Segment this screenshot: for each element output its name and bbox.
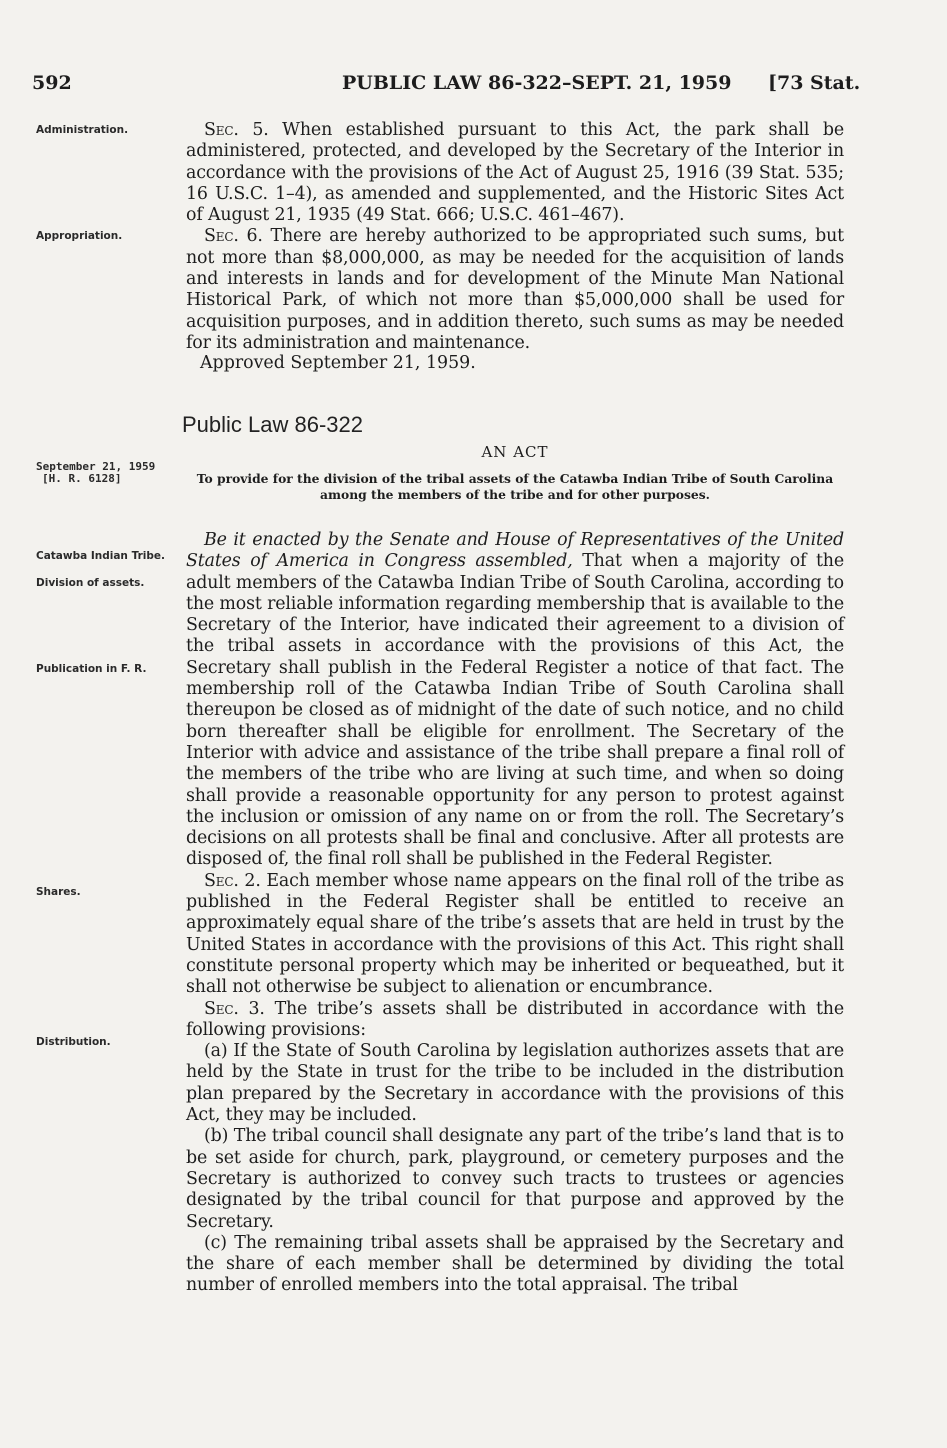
running-head: [32, 72, 912, 100]
margin-note-distribution: Distribution.: [36, 1036, 111, 1048]
section-5-label: Sec. 5.: [204, 120, 269, 140]
section-2: [186, 871, 844, 999]
section-3-c: (c) The remaining tribal assets shall be appraised by the Secretary and the share of each member shall be determined by dividing the total number of enrolled members into the total appraisal. The tribal: [186, 1232, 844, 1296]
section-5-text: When established pursuant to this Act, the park shall be administered, protected, and developed by the Secretary of the Interior in accordance with the provisions of the Act of August 25, 1916 (39 Stat. 535; 16 U.S.C. 1–4), as amended and supplemented, and the Historic Sites Act of August 21, 1935 (49 Stat. 666; U.S.C. 461–467).: [186, 120, 844, 226]
law-heading: Public Law 86-322: [182, 412, 364, 437]
section-3-a: (a) If the State of South Carolina by legislation authorizes assets that are held by the State in trust for the tribe to be included in the distribution plan prepared by the Secretary in accordance with the provisions of this Act, they may be included.: [186, 1041, 844, 1126]
running-title: PUBLIC LAW 86-322–SEPT. 21, 1959: [342, 72, 732, 94]
sections-5-6: [186, 120, 844, 354]
enacting-text: That when a majority of the adult members of the Catawba Indian Tribe of South Carolina, according to the most reliable information regarding membership that is available to the Secretary of the Interior, have indicated their agreement to a division of the tribal assets in accordance with the provisions of this Act, the Secretary shall publish in the Federal Register a notice of that fact. The membership roll of the Catawba Indian Tribe of South Carolina shall thereupon be closed as of midnight of the date of such notice, and no child born thereafter shall be eligible for enrollment. The Secretary of the Interior with advice and assistance of the tribe shall prepare a final roll of the members of the tribe who are living at such time, and when so doing shall provide a reasonable opportunity for any person to protest against the inclusion or omission of any name on or from the roll. The Secretary’s decisions on all protests shall be final and conclusive. After all protests are disposed of, the final roll shall be published in the Federal Register.: [186, 551, 844, 870]
margin-note-date: [36, 461, 176, 485]
section-3: [186, 999, 844, 1042]
section-2-text: Each member whose name appears on the final roll of the tribe as published in the Federal Register shall be entitled to receive an approximately equal share of the tribe’s assets that are held in trust by the United States in accordance with the provisions of this Act. This right shall constitute personal property which may be inherited or bequeathed, but it shall not otherwise be subject to alienation or encumbrance.: [186, 870, 844, 998]
margin-note-administration: Administration.: [36, 124, 129, 136]
enacting-clause: [186, 530, 844, 871]
section-6-label: Sec. 6.: [204, 226, 263, 247]
act-title: AN ACT: [481, 443, 549, 461]
section-3-text: The tribe’s assets shall be distributed in accordance with the following provisions:: [186, 998, 844, 1040]
margin-note-catawba: Catawba Indian Tribe.: [36, 550, 165, 562]
volume-reference: [73 Stat.: [768, 72, 861, 94]
act-purpose: To provide for the division of the tribal assets of the Catawba Indian Tribe of South Carolina among the members of the tribe and for other purposes.: [196, 471, 834, 502]
margin-note-publication: Publication in F. R.: [36, 663, 147, 675]
section-6-text: There are hereby authorized to be appropriated such sums, but not more than $8,000,000, as may be needed for the acquisition of lands and interests in lands and for development of the Minute Man National Historical Park, of which not more than $5,000,000 shall be used for acquisition purposes, and in addition thereto, such sums as may be needed for its administration and maintenance.: [186, 226, 844, 353]
section-6: [186, 226, 844, 354]
margin-note-bill-number: [H. R. 6128]: [42, 472, 122, 485]
margin-note-division: Division of assets.: [36, 577, 145, 589]
act-body: [186, 530, 844, 1297]
section-5: [186, 120, 844, 226]
margin-note-date-line: September 21, 1959: [36, 460, 156, 473]
section-3-b: (b) The tribal council shall designate any part of the tribe’s land that is to be set aside for church, park, playground, or cemetery purposes and the Secretary is authorized to convey such tracts to trustees or agencies designated by the tribal council for that purpose and approved by the Secretary.: [186, 1126, 844, 1232]
section-3-label: Sec. 3.: [204, 998, 265, 1019]
margin-note-shares: Shares.: [36, 886, 81, 898]
approval-date: Approved September 21, 1959.: [200, 353, 476, 373]
margin-note-appropriation: Appropriation.: [36, 230, 123, 242]
page-number: 592: [32, 72, 72, 94]
section-2-label: Sec. 2.: [204, 870, 261, 891]
enacting-formula: Be it enacted by the Senate and House of Representatives of the United States of America in Congress assembled,: [186, 530, 844, 572]
